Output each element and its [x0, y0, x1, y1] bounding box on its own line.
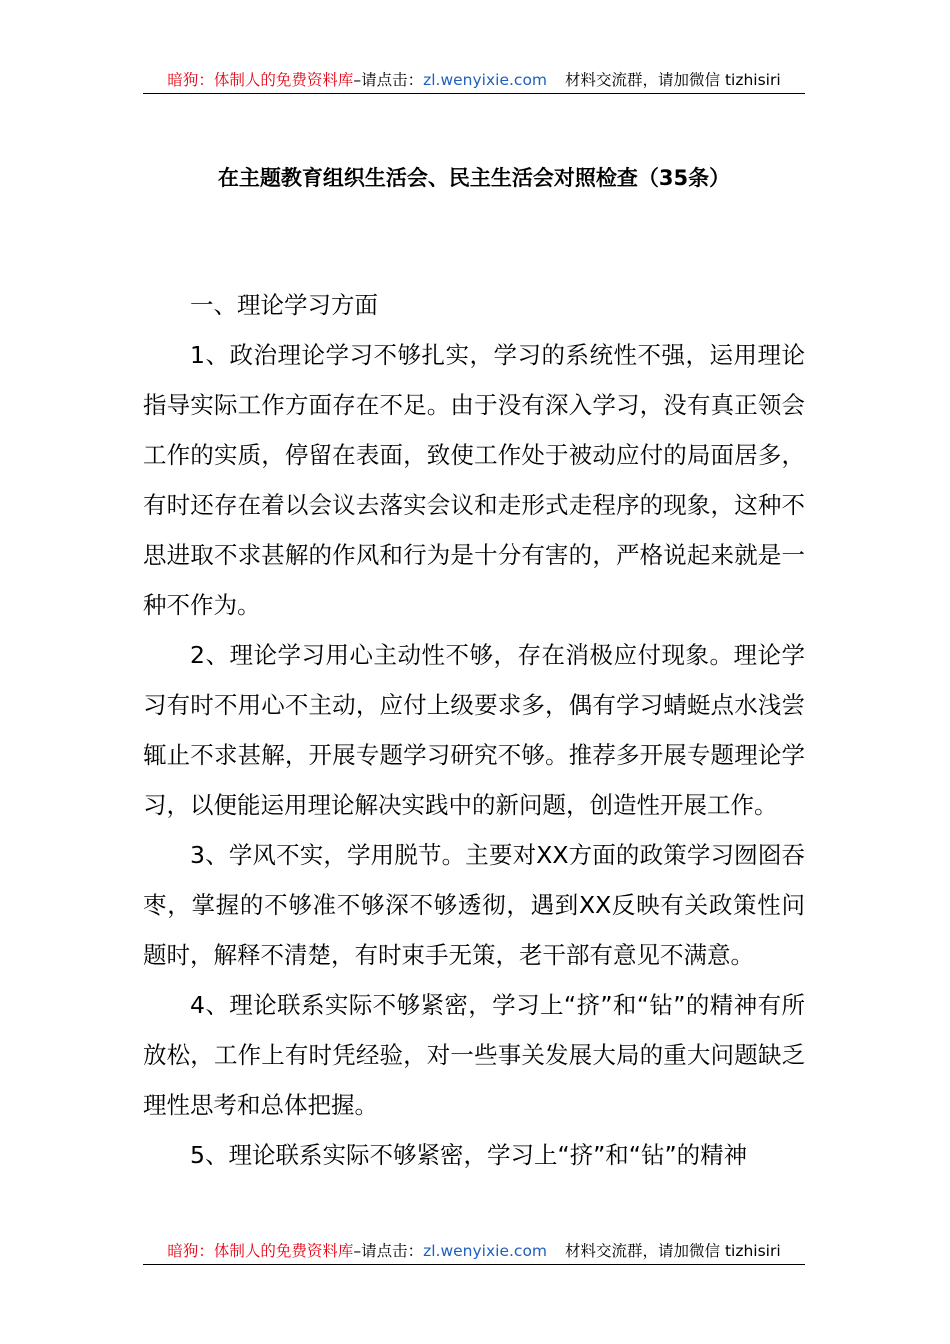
paragraph-2: 2、理论学习用心主动性不够，存在消极应付现象。理论学习有时不用心不主动，应付上级要求多，偶有学习蜻蜓点水浅尝辄止不求甚解，开展专题学习研究不够。推荐多开展专题理论学习，以便能运用理论解决实践中的新问题，创造性开展工作。 [143, 641, 805, 819]
header-divider [143, 93, 805, 94]
paragraph-4: 4、理论联系实际不够紧密，学习上“挤”和“钻”的精神有所放松，工作上有时凭经验，对一些事关发展大局的重大问题缺乏理性思考和总体把握。 [143, 991, 805, 1119]
section-heading: 一、理论学习方面 [190, 291, 378, 319]
header-prompt: –请点击： [353, 71, 424, 89]
paragraph-1: 1、政治理论学习不够扎实，学习的系统性不强，运用理论指导实际工作方面存在不足。由于没有深入学习，没有真正领会工作的实质，停留在表面，致使工作处于被动应付的局面居多，有时还存在着以会议去落实会议和走形式走程序的现象，这种不思进取不求甚解的作风和行为是十分有害的，严格说起来就是一种不作为。 [143, 341, 805, 619]
footer-brand: 暗狗：体制人的免费资料库 [167, 1242, 354, 1260]
header-link[interactable]: zl.wenyixie.com [423, 71, 548, 89]
header-wechat-group: 材料交流群，请加微信 tizhisiri [565, 71, 781, 89]
header-brand: 暗狗：体制人的免费资料库 [167, 71, 354, 89]
paragraph-3: 3、学风不实，学用脱节。主要对XX方面的政策学习囫囵吞枣，掌握的不够准不够深不够透彻，遇到XX反映有关政策性问题时，解释不清楚，有时束手无策，老干部有意见不满意。 [143, 841, 805, 969]
document-title: 在主题教育组织生活会、民主生活会对照检查（35条） [217, 166, 731, 190]
footer-wechat-group: 材料交流群，请加微信 tizhisiri [565, 1242, 781, 1260]
page-header [143, 69, 805, 91]
document-body [143, 280, 805, 1180]
paragraph-5: 5、理论联系实际不够紧密，学习上“挤”和“钻”的精神 [190, 1141, 748, 1169]
page-footer [143, 1240, 805, 1262]
footer-divider [143, 1264, 805, 1265]
footer-link[interactable]: zl.wenyixie.com [423, 1242, 548, 1260]
footer-prompt: –请点击： [353, 1242, 424, 1260]
